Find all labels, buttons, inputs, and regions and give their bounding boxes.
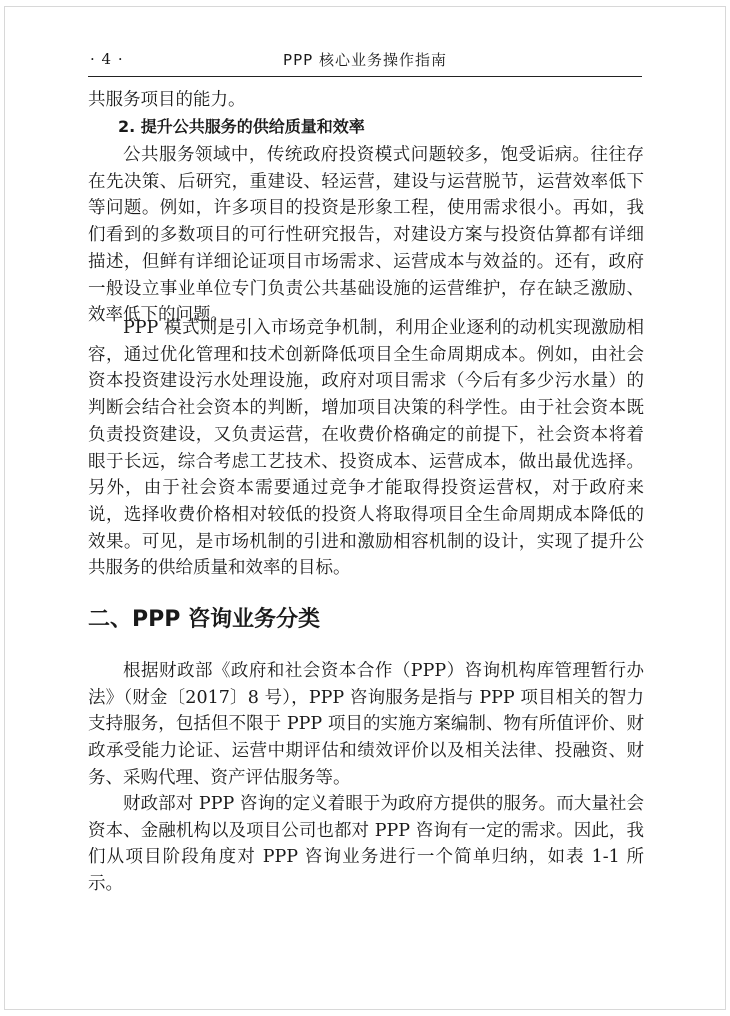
page-header (88, 46, 642, 72)
section-heading: 二、PPP 咨询业务分类 (88, 607, 321, 632)
paragraph-2: PPP 模式则是引入市场竞争机制，利用企业逐利的动机实现激励相容，通过优化管理和技术创新降低项目全生命周期成本。例如，由社会资本投资建设污水处理设施，政府对项目需求（今后有多少污水量）的判断会结合社会资本的判断，增加项目决策的科学性。由于社会资本既负责投资建设，又负责运营，在收费价格确定的前提下，社会资本将着眼于长远，综合考虑工艺技术、投资成本、运营成本，做出最优选择。另外，由于社会资本需要通过竞争才能取得投资运营权，对于政府来说，选择收费价格相对较低的投资人将取得项目全生命周期成本降低的效果。可见，是市场机制的引进和激励相容机制的设计，实现了提升公共服务的供给质量和效率的目标。 (88, 318, 644, 579)
paragraph-block-1 (88, 142, 644, 329)
running-title: PPP 核心业务操作指南 (283, 51, 447, 69)
paragraph-block-2 (88, 315, 644, 582)
subheading-2: 2. 提升公共服务的供给质量和效率 (118, 117, 365, 136)
paragraph-block-4 (88, 791, 644, 898)
paragraph-4: 财政部对 PPP 咨询的定义着眼于为政府方提供的服务。而大量社会资本、金融机构以及项目公司也都对 PPP 咨询有一定的需求。因此，我们从项目阶段角度对 PPP 咨询业务进行一个简单归纳，如表 1-1 所示。 (88, 794, 644, 895)
paragraph-1: 公共服务领域中，传统政府投资模式问题较多，饱受诟病。往往存在先决策、后研究，重建设、轻运营，建设与运营脱节，运营效率低下等问题。例如，许多项目的投资是形象工程，使用需求很小。再如，我们看到的多数项目的可行性研究报告，对建设方案与投资估算都有详细描述，但鲜有详细论证项目市场需求、运营成本与效益的。还有，政府一般设立事业单位专门负责公共基础设施的运营维护，存在缺乏激励、效率低下的问题。 (88, 145, 644, 326)
paragraph-block-3 (88, 658, 644, 792)
page-number: · 4 · (90, 50, 124, 68)
continuation-text (88, 87, 644, 114)
continuation-paragraph: 共服务项目的能力。 (88, 90, 246, 110)
header-rule (88, 76, 642, 77)
paragraph-3: 根据财政部《政府和社会资本合作（PPP）咨询机构库管理暂行办法》（财金〔2017〕8 号），PPP 咨询服务是指与 PPP 项目相关的智力支持服务，包括但不限于 PPP 项目的实施方案编制、物有所值评价、财政承受能力论证、运营中期评估和绩效评价以及相关法律、投融资、财务、采购代理、资产评估服务等。 (88, 661, 644, 788)
